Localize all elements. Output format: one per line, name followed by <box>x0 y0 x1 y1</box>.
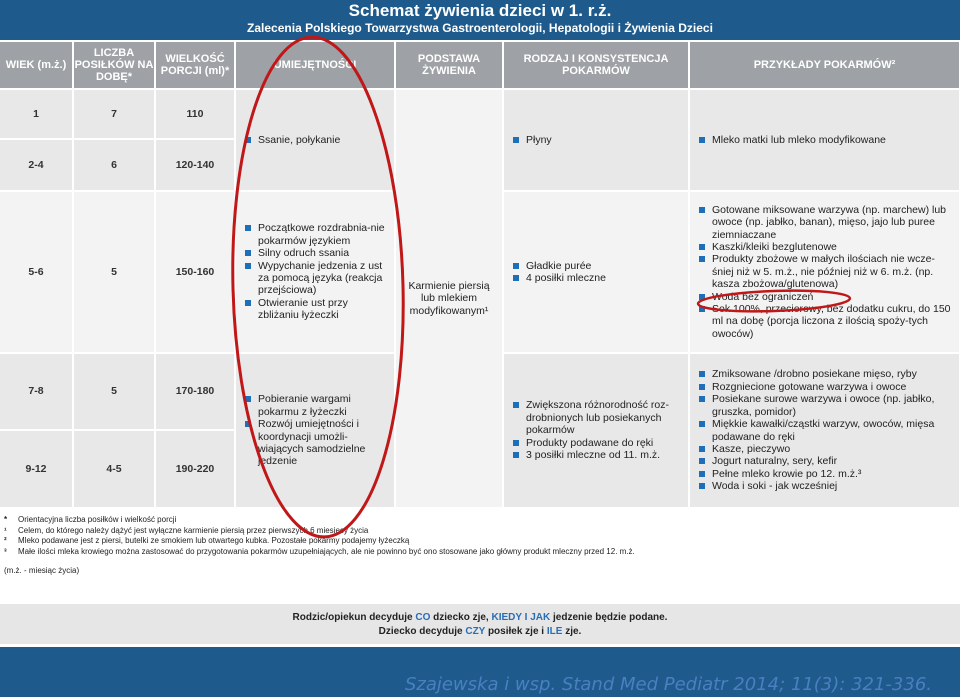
list-item: 3 posiłki mleczne od 11. m.ż. <box>512 449 682 461</box>
footnote: ¹ Celem, do którego należy dążyć jest wyłączne karmienie piersią przez pierwszych 6 miesięcy życia <box>4 525 369 535</box>
list-item: Woda i soki - jak wcześniej <box>698 480 953 492</box>
list-item: Pobieranie wargami pokarmu z łyżeczki <box>244 393 388 418</box>
decision-line-2: Dziecko decyduje CZY posiłek zje i ILE zje. <box>378 626 582 637</box>
abbreviation-note: (m.ż. - miesiąc życia) <box>4 566 80 575</box>
list-item: Zmiksowane /drobno posiekane mięso, ryby <box>698 368 953 380</box>
cell-umiejetnosci <box>235 89 395 191</box>
page-title: Schemat żywienia dzieci w 1. r.ż. <box>348 1 612 20</box>
citation: Szajewska i wsp. Stand Med Pediatr 2014; 11(3): 321-336. <box>404 674 932 695</box>
footnote: ³ Małe ilości mleka krowiego można zastosować do przygotowania pokarmów uzupełniających, ale nie powinno być ono stosowane jako główny produkt mleczny przed 12. m.ż. <box>4 546 635 556</box>
list-item: Pełne mleko krowie po 12. m.ż.³ <box>698 468 953 480</box>
cell-porcja: 110 <box>155 89 235 139</box>
list-item: Wypychanie jedzenia z ust za pomocą języka (reakcja przejściowa) <box>244 260 388 297</box>
cell-wiek: 1 <box>0 89 73 139</box>
list-item: Posiekane surowe warzywa i owoce (np. jabłko, gruszka, pomidor) <box>698 393 953 418</box>
list-item: Miękkie kawałki/cząstki warzyw, owoców, mięsa podawane do ręki <box>698 418 953 443</box>
table-row <box>0 89 960 139</box>
footer-bar <box>0 647 960 697</box>
cell-rodzaj <box>503 353 689 508</box>
list-item: Silny odruch ssania <box>244 247 388 259</box>
header-rodzaj: RODZAJ I KONSYSTENCJA POKARMÓW <box>503 42 689 89</box>
list-item: Płyny <box>512 134 682 146</box>
cell-przyklady <box>689 191 960 353</box>
list-item: Rozwój umiejętności i koordynacji umożli-wiających samodzielne jedzenie <box>244 418 388 468</box>
cell-rodzaj <box>503 191 689 353</box>
footnotes <box>4 515 954 577</box>
feeding-schedule-table <box>0 42 960 509</box>
list-item: Początkowe rozdrabnia-nie pokarmów językiem <box>244 222 388 247</box>
list-item: Kaszki/kleiki bezglutenowe <box>698 241 953 253</box>
cell-porcja: 190-220 <box>155 430 235 508</box>
header-przyklady: PRZYKŁADY POKARMÓW² <box>689 42 960 89</box>
list-item: Gładkie purée <box>512 260 682 272</box>
header-podstawa-zywienia: PODSTAWA ŻYWIENIA <box>395 42 503 89</box>
cell-liczba: 4-5 <box>73 430 155 508</box>
decision-line-1: Rodzic/opiekun decyduje CO dziecko zje, KIEDY I JAK jedzenie będzie podane. <box>292 612 668 623</box>
cell-porcja: 120-140 <box>155 139 235 191</box>
cell-podstawa-zywienia: Karmienie piersią lub mlekiem modyfikowanym¹ <box>395 89 503 508</box>
list-item: Sok 100%, przecierowy, bez dodatku cukru, do 150 ml na dobę (porcja liczona z ilością spoży-tych owoców) <box>698 303 953 340</box>
cell-przyklady <box>689 353 960 508</box>
decision-box <box>0 604 960 644</box>
cell-liczba: 5 <box>73 191 155 353</box>
header-umiejetnosci: UMIEJĘTNOŚCI <box>235 42 395 89</box>
list-item: Kasze, pieczywo <box>698 443 953 455</box>
cell-wiek: 5-6 <box>0 191 73 353</box>
header-wielkosc-porcji: WIELKOŚĆ PORCJI (ml)* <box>155 42 235 89</box>
list-item: Mleko matki lub mleko modyfikowane <box>698 134 953 146</box>
cell-przyklady <box>689 89 960 191</box>
list-item-woda-bez-ograniczen: Woda bez ograniczeń <box>698 291 953 303</box>
list-item: Produkty podawane do ręki <box>512 437 682 449</box>
footnote: * Orientacyjna liczba posiłków i wielkość porcji <box>4 515 177 524</box>
list-item: Gotowane miksowane warzywa (np. marchew) lub owoce (np. jabłko, banan), mięso, jajo lub puree ziemniaczane <box>698 204 953 241</box>
cell-liczba: 5 <box>73 353 155 430</box>
list-item: Otwieranie ust przy zbliżaniu łyżeczki <box>244 297 388 322</box>
cell-wiek: 2-4 <box>0 139 73 191</box>
footnote: ² Mleko podawane jest z piersi, butelki ze smokiem lub otwartego kubka. Pozostałe pokarmy podajemy łyżeczką <box>4 536 410 545</box>
cell-wiek: 9-12 <box>0 430 73 508</box>
cell-wiek: 7-8 <box>0 353 73 430</box>
title-bar <box>0 0 960 40</box>
list-item: Jogurt naturalny, sery, kefir <box>698 455 953 467</box>
list-item: Zwiększona różnorodność roz-drobnionych lub posiekanych pokarmów <box>512 399 682 436</box>
list-item: Rozgniecione gotowane warzywa i owoce <box>698 381 953 393</box>
list-item: Ssanie, połykanie <box>244 134 388 146</box>
cell-umiejetnosci <box>235 191 395 353</box>
header-wiek: WIEK (m.ż.) <box>0 42 73 89</box>
list-item: 4 posiłki mleczne <box>512 272 682 284</box>
cell-liczba: 6 <box>73 139 155 191</box>
cell-rodzaj <box>503 89 689 191</box>
header-liczba-posilkow: LICZBA POSIŁKÓW NA DOBĘ* <box>73 42 155 89</box>
cell-liczba: 7 <box>73 89 155 139</box>
cell-umiejetnosci <box>235 353 395 508</box>
cell-porcja: 150-160 <box>155 191 235 353</box>
list-item: Produkty zbożowe w małych ilościach nie wcze-śniej niż w 5. m.ż., nie później niż w 6. m.ż. (np. kasza zbożowa/glutenowa) <box>698 253 953 290</box>
page-subtitle: Zalecenia Polskiego Towarzystwa Gastroenterologii, Hepatologii i Żywienia Dzieci <box>247 21 713 35</box>
cell-porcja: 170-180 <box>155 353 235 430</box>
